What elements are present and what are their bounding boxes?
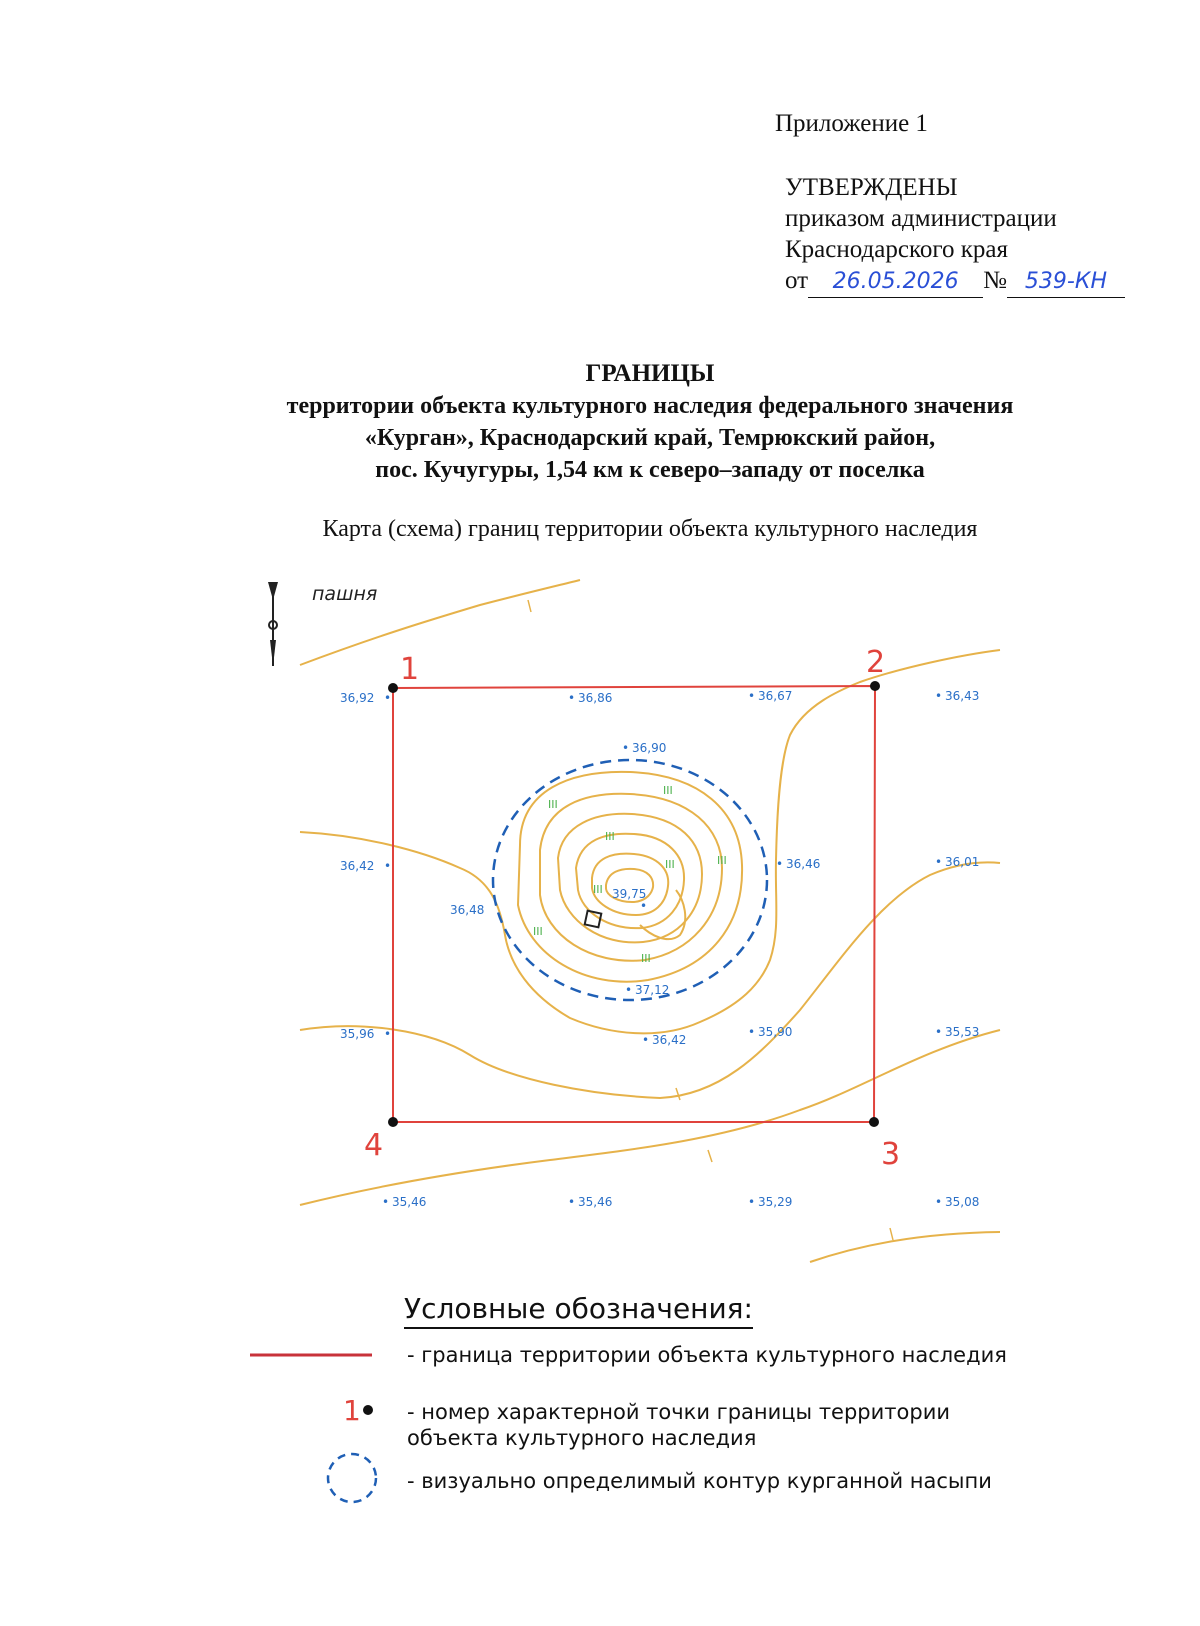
svg-text:•: • — [748, 689, 756, 703]
area-label-arable: пашня — [312, 583, 378, 605]
svg-text:•: • — [935, 1025, 943, 1039]
contour-line — [300, 650, 1000, 1033]
point-number-4: 4 — [364, 1128, 384, 1163]
svg-text:•: • — [384, 859, 392, 873]
title-main: ГРАНИЦЫ — [585, 360, 715, 387]
svg-text:III: III — [665, 858, 675, 871]
boundary-point-3 — [869, 1117, 879, 1127]
svg-text:•: • — [625, 983, 633, 997]
mound-outline — [493, 760, 767, 1000]
svg-text:•: • — [568, 1195, 576, 1209]
elevation-mark: 36,42 — [340, 859, 375, 873]
map-subtitle: Карта (схема) границ территории объекта культурного наследия — [322, 516, 978, 542]
approved-line-1: УТВЕРЖДЕНЫ — [785, 174, 958, 201]
contour-line — [810, 1232, 1000, 1262]
legend-point-symbol — [343, 1394, 373, 1427]
svg-text:III: III — [641, 952, 651, 965]
legend-title: Условные обозначения: — [404, 1292, 753, 1329]
elevation-mark: 35,29 — [758, 1195, 793, 1209]
elevation-mark: 36,86 — [578, 691, 613, 705]
appendix-label: Приложение 1 — [775, 110, 928, 137]
elevation-mark: 35,53 — [945, 1025, 980, 1039]
title-line-1: территории объекта культурного наследия федерального значения — [286, 393, 1014, 419]
elevation-mark: 36,42 — [652, 1033, 687, 1047]
elevation-mark: 35,90 — [758, 1025, 793, 1039]
boundary-point-labels — [364, 645, 900, 1172]
svg-text:III: III — [605, 830, 615, 843]
elevation-mark: 35,46 — [392, 1195, 427, 1209]
mound-contour — [540, 794, 722, 961]
svg-text:1: 1 — [343, 1394, 361, 1427]
elevation-mark: 36,67 — [758, 689, 793, 703]
date-prefix: от — [785, 267, 809, 294]
approved-line-3: Краснодарского края — [785, 236, 1008, 263]
svg-text:•: • — [776, 857, 784, 871]
number-prefix: № — [983, 267, 1007, 294]
legend-dashed-circle-symbol — [328, 1454, 376, 1502]
svg-text:•: • — [622, 741, 630, 755]
point-number-3: 3 — [881, 1137, 901, 1172]
elevation-mark: 39,75 — [612, 887, 647, 901]
title-line-3: пос. Кучугуры, 1,54 км к северо–западу от поселка — [375, 457, 925, 483]
svg-text:•: • — [382, 1195, 390, 1209]
elevation-mark: 36,92 — [340, 691, 375, 705]
elevation-mark: 36,43 — [945, 689, 980, 703]
elevation-mark: 35,46 — [578, 1195, 613, 1209]
legend-item-boundary: - граница территории объекта культурного наследия — [407, 1343, 1007, 1367]
svg-text:•: • — [748, 1025, 756, 1039]
slope-hatches — [533, 784, 727, 965]
svg-text:•: • — [935, 1195, 943, 1209]
svg-text:III: III — [717, 854, 727, 867]
svg-text:•: • — [935, 855, 943, 869]
svg-text:III: III — [548, 798, 558, 811]
approved-line-2: приказом администрации — [785, 205, 1057, 232]
elevation-mark: 36,46 — [786, 857, 821, 871]
svg-text:•: • — [935, 689, 943, 703]
svg-text:III: III — [593, 883, 603, 896]
elevation-mark: 37,12 — [635, 983, 670, 997]
svg-text:•: • — [640, 899, 648, 913]
legend-item-point: - номер характерной точки границы территории объекта культурного наследия — [407, 1400, 950, 1450]
legend-item-mound-outline: - визуально определимый контур курганной насыпи — [407, 1469, 992, 1493]
svg-text:•: • — [384, 691, 392, 705]
svg-text:•: • — [568, 691, 576, 705]
elevation-mark: 35,96 — [340, 1027, 375, 1041]
boundary-point-2 — [870, 681, 880, 691]
elevation-mark: 36,90 — [632, 741, 667, 755]
svg-text:•: • — [384, 1027, 392, 1041]
svg-text:III: III — [663, 784, 673, 797]
approval-number: 539-КН — [1007, 266, 1125, 298]
elevation-mark: 35,08 — [945, 1195, 980, 1209]
title-line-2: «Курган», Краснодарский край, Темрюкский район, — [364, 425, 936, 451]
point-number-2: 2 — [866, 645, 886, 680]
elevation-mark: 36,01 — [945, 855, 980, 869]
approval-date: 26.05.2026 — [808, 266, 983, 298]
svg-text:III: III — [533, 925, 543, 938]
boundary-point-4 — [388, 1117, 398, 1127]
mound-contour — [592, 854, 668, 915]
north-arrow-icon — [268, 582, 278, 666]
svg-text:•: • — [748, 1195, 756, 1209]
contour-line — [300, 1030, 1000, 1205]
point-number-1: 1 — [400, 652, 420, 687]
elevation-mark: 36,48 — [450, 903, 485, 917]
elevation-marks — [340, 689, 979, 1209]
svg-text:•: • — [642, 1033, 650, 1047]
